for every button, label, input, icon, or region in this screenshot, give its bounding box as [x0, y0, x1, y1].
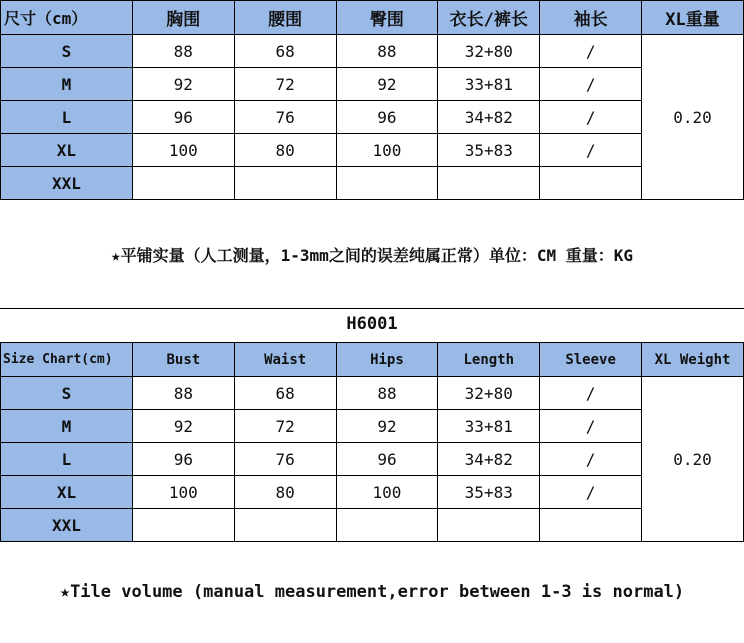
table-row	[1, 410, 744, 443]
measurement-note-english: ★Tile volume (manual measurement,error between 1-3 is normal)	[59, 582, 685, 602]
bust-value: 100	[132, 134, 234, 167]
hips-value: 100	[336, 476, 438, 509]
table-row	[1, 377, 744, 410]
table-row	[1, 134, 744, 167]
length-value: 33+81	[438, 68, 540, 101]
hips-value: 88	[336, 377, 438, 410]
header-length: 衣长/裤长	[438, 1, 540, 35]
length-value: 34+82	[438, 101, 540, 134]
table-row	[1, 509, 744, 542]
header-waist: Waist	[234, 343, 336, 377]
bust-value: 96	[132, 443, 234, 476]
hips-value: 96	[336, 443, 438, 476]
size-label: XXL	[1, 509, 133, 542]
waist-value	[234, 509, 336, 542]
table-row	[1, 167, 744, 200]
size-label: L	[1, 443, 133, 476]
hips-value: 96	[336, 101, 438, 134]
bust-value: 96	[132, 101, 234, 134]
header-sleeve: 袖长	[540, 1, 642, 35]
size-table-chinese	[0, 0, 744, 200]
hips-value	[336, 509, 438, 542]
sleeve-value	[540, 167, 642, 200]
sleeve-value: /	[540, 101, 642, 134]
size-label: L	[1, 101, 133, 134]
bust-value: 92	[132, 68, 234, 101]
table-row	[1, 101, 744, 134]
sleeve-value: /	[540, 476, 642, 509]
hips-value: 100	[336, 134, 438, 167]
header-hips: 臀围	[336, 1, 438, 35]
sleeve-value: /	[540, 134, 642, 167]
header-xl-weight: XL Weight	[642, 343, 744, 377]
waist-value: 68	[234, 377, 336, 410]
size-label: XXL	[1, 167, 133, 200]
header-length: Length	[438, 343, 540, 377]
table-row	[1, 35, 744, 68]
hips-value	[336, 167, 438, 200]
length-value: 34+82	[438, 443, 540, 476]
bust-value	[132, 509, 234, 542]
bust-value: 100	[132, 476, 234, 509]
hips-value: 88	[336, 35, 438, 68]
length-value: 32+80	[438, 35, 540, 68]
length-value: 35+83	[438, 476, 540, 509]
header-waist: 腰围	[234, 1, 336, 35]
sleeve-value: /	[540, 443, 642, 476]
length-value: 35+83	[438, 134, 540, 167]
header-bust: 胸围	[132, 1, 234, 35]
length-value	[438, 509, 540, 542]
header-bust: Bust	[132, 343, 234, 377]
waist-value: 80	[234, 476, 336, 509]
table-row	[1, 68, 744, 101]
sleeve-value: /	[540, 68, 642, 101]
sleeve-value	[540, 509, 642, 542]
length-value: 33+81	[438, 410, 540, 443]
size-label: M	[1, 68, 133, 101]
sleeve-value: /	[540, 35, 642, 68]
bust-value	[132, 167, 234, 200]
size-label: M	[1, 410, 133, 443]
length-value	[438, 167, 540, 200]
header-sleeve: Sleeve	[540, 343, 642, 377]
header-xl-weight: XL重量	[642, 1, 744, 35]
size-label: XL	[1, 476, 133, 509]
size-label: S	[1, 377, 133, 410]
size-label: S	[1, 35, 133, 68]
measurement-note-chinese: ★平铺实量（人工测量，1-3mm之间的误差纯属正常）单位：CM 重量：KG	[111, 246, 633, 265]
table-row	[1, 476, 744, 509]
sleeve-value: /	[540, 410, 642, 443]
bust-value: 92	[132, 410, 234, 443]
bust-value: 88	[132, 35, 234, 68]
size-table-english	[0, 342, 744, 542]
model-code: H6001	[346, 314, 398, 334]
waist-value: 76	[234, 443, 336, 476]
divider	[0, 308, 744, 309]
length-value: 32+80	[438, 377, 540, 410]
hips-value: 92	[336, 68, 438, 101]
header-size: 尺寸（cm）	[1, 1, 133, 35]
sleeve-value: /	[540, 377, 642, 410]
waist-value: 72	[234, 68, 336, 101]
waist-value: 68	[234, 35, 336, 68]
header-size: Size Chart(cm)	[1, 343, 133, 377]
header-hips: Hips	[336, 343, 438, 377]
waist-value	[234, 167, 336, 200]
bust-value: 88	[132, 377, 234, 410]
table-row	[1, 443, 744, 476]
size-label: XL	[1, 134, 133, 167]
waist-value: 72	[234, 410, 336, 443]
hips-value: 92	[336, 410, 438, 443]
waist-value: 80	[234, 134, 336, 167]
xl-weight-value: 0.20	[642, 377, 744, 542]
waist-value: 76	[234, 101, 336, 134]
xl-weight-value: 0.20	[642, 35, 744, 200]
